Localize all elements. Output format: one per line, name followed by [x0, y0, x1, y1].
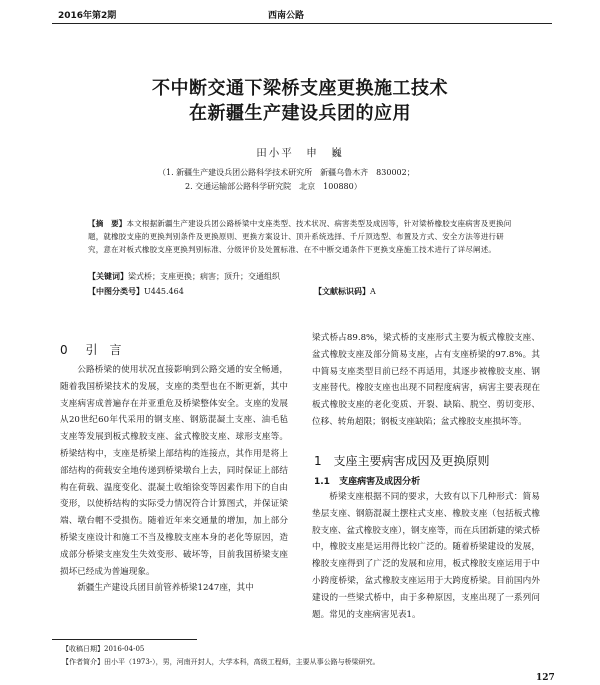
subsection-1-1-title: 支座病害及成因分析 [339, 477, 421, 487]
journal-issue: 2016年第2期 [58, 11, 117, 21]
journal-name: 西南公路 [268, 11, 305, 21]
section-1-title: 支座主要病害成因及更换原则 [333, 454, 490, 468]
doc-code-label: 【文献标识码】 [314, 287, 370, 296]
header-rule [52, 23, 552, 24]
intro-paragraph-1: 公路桥梁的使用状况直接影响到公路交通的安全畅通，随着我国桥梁技术的发展，支座的类型也在不断更新，其中支座病害成普遍存在并亚重危及桥梁整体安全。支座的发展从20世纪60年代采用的钢支座、钢筋混凝土支座、油毛毡支座等发展到板式橡胶支座、盆式橡胶支座、球形支座等。桥梁结构中，支座是桥梁上部结构的连接点，其作用是将上部结构的荷载安全地传递到桥梁墩台上去，同时保证上部结构在荷载、温度变化、混凝土收缩徐变等因素作用下的自由变形，以使桥结构的实际受力情况符合计算图式，并保证梁端、墩台帽不受损伤。随着近年来交通量的增加，加上部分桥梁支座设计和施工不当及橡胶支座本身的老化等原因，造成部分桥梁支座发生失效变形、破坏等，目前我国桥梁支座损坏已经成为普遍现象。 [60, 365, 288, 577]
keywords-text: 梁式桥；支座更换；病害；顶升；交通组织 [128, 272, 280, 281]
authors: 田小平 申 巍 [256, 147, 344, 159]
footnote-rule [52, 639, 197, 640]
clc-number [88, 286, 184, 297]
left-column-body [60, 362, 288, 597]
footnote-received: 【收稿日期】2016-04-05 [62, 645, 145, 653]
subsection-1-1-heading [314, 474, 420, 487]
clc-label: 【中图分类号】 [88, 287, 144, 296]
affiliation-2: 2. 交通运输部公路科学研究院 北京 100880） [185, 182, 362, 191]
right-column-top [312, 330, 540, 431]
keywords-label: 【关键词】 [88, 272, 128, 281]
section-1-number: 1 [314, 454, 322, 468]
section-0-number: 0 [60, 343, 68, 357]
abstract [88, 217, 516, 256]
abstract-text: 本文根据新疆生产建设兵团公路桥梁中支座类型、技术状况、病害类型及成因等，针对梁桥橡胶支座病害及更换问题，就橡胶支座的更换判别条件及更换原则、更换方案设计、顶升系统选择、千斤顶选型、布置及方式、安全方法等进行研究，意在对板式橡胶支座更换判别标准、分级评价及处置标准、在不中断交通条件下更换支座施工技术进行了详尽阐述。 [88, 219, 512, 254]
subsection-1-1-number: 1.1 [314, 477, 330, 487]
affiliation-1: （1. 新疆生产建设兵团公路科学技术研究所 新疆乌鲁木齐 830002； [158, 168, 415, 177]
document-code [314, 286, 376, 297]
abstract-label: 【摘 要】 [88, 219, 127, 228]
footnote-author-bio: 【作者简介】田小平（1973-），男，河南开封人，大学本科，高级工程师，主要从事公路与桥梁研究。 [62, 658, 380, 666]
title-line-2: 在新疆生产建设兵团的应用 [189, 103, 411, 124]
doc-code-value: A [370, 287, 376, 296]
clc-value: U445.464 [144, 287, 184, 296]
right-column-body [312, 489, 540, 623]
right-paragraph-2: 桥梁支座根据不同的要求，大致有以下几种形式：简易垫层支座、钢筋混凝土摆柱式支座、橡胶支座（包括板式橡胶支座、盆式橡胶支座），钢支座等，而在兵团新建的梁式桥中，橡胶支座是运用得比较广泛的。随着桥梁建设的发展，橡胶支座得到了广泛的发展和应用，板式橡胶支座运用于中小跨度桥梁，盆式橡胶支座运用于大跨度桥梁。目前国内外建设的一些梁式桥中，由于多种原因，支座出现了一系列问题。常见的支座病害见表1。 [312, 492, 540, 620]
keywords [88, 271, 280, 282]
title-line-1: 不中断交通下梁桥支座更换施工技术 [152, 78, 448, 99]
right-paragraph-1: 梁式桥占89.8%，梁式桥的支座形式主要为板式橡胶支座、盆式橡胶支座及部分简易支座，占有支座桥梁的97.8%。其中简易支座类型目前已经不再适用，其逐步被橡胶支座、钢支座替代。橡胶支座也出现不同程度病害，病害主要表现在板式橡胶支座的老化变质、开裂、缺陷、脱空、剪切变形、位移、转角超限；钢板支座缺陷；盆式橡胶支座损坏等。 [312, 333, 540, 427]
section-1-heading [314, 452, 489, 469]
page-number: 127 [536, 673, 555, 683]
intro-paragraph-2: 新疆生产建设兵团目前管养桥梁1247座，其中 [77, 583, 254, 594]
section-0-title: 引 言 [85, 343, 122, 357]
section-0-heading [60, 341, 121, 358]
